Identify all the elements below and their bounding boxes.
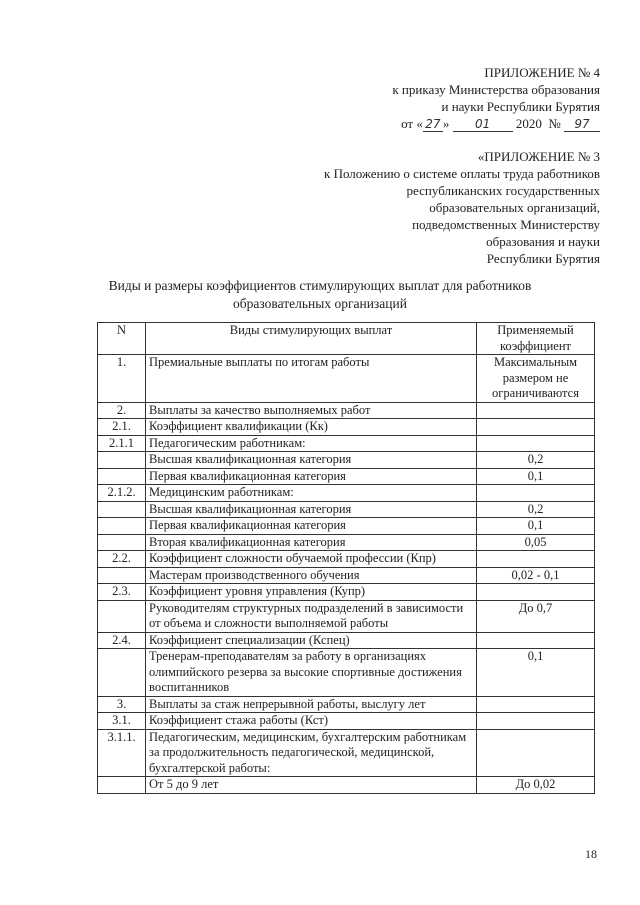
regulation-line-4: подведомственных Министерству [412, 217, 600, 232]
date-mid: » [442, 116, 450, 131]
title-line-2: образовательных организаций [233, 296, 407, 311]
order-date-line [392, 115, 600, 132]
row-coefficient [477, 729, 595, 777]
row-coefficient: До 0,02 [477, 777, 595, 794]
row-coefficient: 0,1 [477, 518, 595, 535]
row-number: 2.2. [98, 551, 146, 568]
table-row [98, 355, 595, 403]
row-number [98, 567, 146, 584]
date-day: 27 [423, 117, 443, 132]
row-description: Коэффициент уровня управления (Купр) [146, 584, 477, 601]
row-coefficient [477, 485, 595, 502]
date-month: 01 [453, 117, 513, 132]
row-number: 3.1. [98, 713, 146, 730]
row-number [98, 518, 146, 535]
row-description: Коэффициент специализации (Кспец) [146, 632, 477, 649]
appendix-title: ПРИЛОЖЕНИЕ № 4 [484, 65, 600, 80]
table-row [98, 485, 595, 502]
regulation-line-5: образования и науки [486, 234, 600, 249]
row-coefficient: 0,02 - 0,1 [477, 567, 595, 584]
regulation-header [324, 148, 600, 267]
regulation-line-2: республиканских государственных [406, 183, 600, 198]
row-coefficient: 0,1 [477, 468, 595, 485]
table-row [98, 729, 595, 777]
table-row [98, 501, 595, 518]
row-description: Коэффициент стажа работы (Кст) [146, 713, 477, 730]
table-row [98, 632, 595, 649]
order-reference-line: к приказу Министерства образования [392, 82, 600, 97]
row-coefficient: 0,2 [477, 452, 595, 469]
table-body [98, 355, 595, 794]
row-description: Мастерам производственного обучения [146, 567, 477, 584]
row-description: Премиальные выплаты по итогам работы [146, 355, 477, 403]
row-number [98, 777, 146, 794]
header-number: N [98, 323, 146, 355]
header-coefficient: Применяемый коэффициент [477, 323, 595, 355]
table-row [98, 584, 595, 601]
row-description: Высшая квалификационная категория [146, 452, 477, 469]
row-number: 2.1.1 [98, 435, 146, 452]
row-coefficient [477, 402, 595, 419]
table-row [98, 551, 595, 568]
row-number [98, 600, 146, 632]
table-row [98, 649, 595, 697]
row-coefficient: До 0,7 [477, 600, 595, 632]
row-number [98, 501, 146, 518]
row-description: Выплаты за стаж непрерывной работы, выслугу лет [146, 696, 477, 713]
table-row [98, 600, 595, 632]
table-row [98, 777, 595, 794]
row-description: Первая квалификационная категория [146, 518, 477, 535]
row-coefficient [477, 551, 595, 568]
row-coefficient [477, 435, 595, 452]
page-number: 18 [585, 847, 597, 861]
table-row [98, 435, 595, 452]
row-number: 3.1.1. [98, 729, 146, 777]
row-coefficient: Максимальным размером не ограничиваются [477, 355, 595, 403]
regulation-line-3: образовательных организаций, [429, 200, 600, 215]
row-description: Высшая квалификационная категория [146, 501, 477, 518]
table-row [98, 713, 595, 730]
row-coefficient: 0,1 [477, 649, 595, 697]
row-coefficient [477, 696, 595, 713]
row-number: 2.4. [98, 632, 146, 649]
row-coefficient [477, 632, 595, 649]
row-description: Выплаты за качество выполняемых работ [146, 402, 477, 419]
date-year: 2020 [515, 116, 542, 131]
row-number: 2.1.2. [98, 485, 146, 502]
table-row [98, 402, 595, 419]
ministry-line: и науки Республики Бурятия [441, 99, 600, 114]
document-title [0, 277, 640, 313]
row-coefficient: 0,2 [477, 501, 595, 518]
header-payment-type: Виды стимулирующих выплат [146, 323, 477, 355]
row-number: 3. [98, 696, 146, 713]
regulation-line-1: к Положению о системе оплаты труда работников [324, 166, 600, 181]
table-row [98, 419, 595, 436]
order-header [392, 64, 600, 132]
table-row [98, 518, 595, 535]
title-line-1: Виды и размеры коэффициентов стимулирующих выплат для работников [108, 278, 532, 293]
row-coefficient [477, 584, 595, 601]
row-description: Педагогическим работникам: [146, 435, 477, 452]
row-coefficient [477, 419, 595, 436]
row-coefficient: 0,05 [477, 534, 595, 551]
table-row [98, 534, 595, 551]
row-number [98, 452, 146, 469]
table-row [98, 696, 595, 713]
row-description: От 5 до 9 лет [146, 777, 477, 794]
row-number: 2.1. [98, 419, 146, 436]
date-prefix: от « [401, 116, 423, 131]
row-description: Педагогическим, медицинским, бухгалтерским работникам за продолжительность педагогической, медицинской, бухгалтерской работы: [146, 729, 477, 777]
row-number [98, 649, 146, 697]
regulation-appendix-title: «ПРИЛОЖЕНИЕ № 3 [477, 149, 600, 164]
table-row [98, 468, 595, 485]
row-description: Медицинским работникам: [146, 485, 477, 502]
row-description: Вторая квалификационная категория [146, 534, 477, 551]
row-description: Коэффициент сложности обучаемой профессии (Кпр) [146, 551, 477, 568]
row-number [98, 468, 146, 485]
row-number: 2.3. [98, 584, 146, 601]
table-header-row [98, 323, 595, 355]
row-number: 1. [98, 355, 146, 403]
row-number: 2. [98, 402, 146, 419]
coefficients-table [97, 322, 595, 794]
row-description: Коэффициент квалификации (Кк) [146, 419, 477, 436]
row-coefficient [477, 713, 595, 730]
row-description: Руководителям структурных подразделений в зависимости от объема и сложности выполняемой работы [146, 600, 477, 632]
number-sign: № [548, 116, 561, 131]
row-description: Тренерам-преподавателям за работу в организациях олимпийского резерва за высокие спортивные достижения воспитанников [146, 649, 477, 697]
order-number: 97 [564, 117, 600, 132]
row-number [98, 534, 146, 551]
table-row [98, 567, 595, 584]
regulation-line-6: Республики Бурятия [486, 251, 600, 266]
row-description: Первая квалификационная категория [146, 468, 477, 485]
table-row [98, 452, 595, 469]
